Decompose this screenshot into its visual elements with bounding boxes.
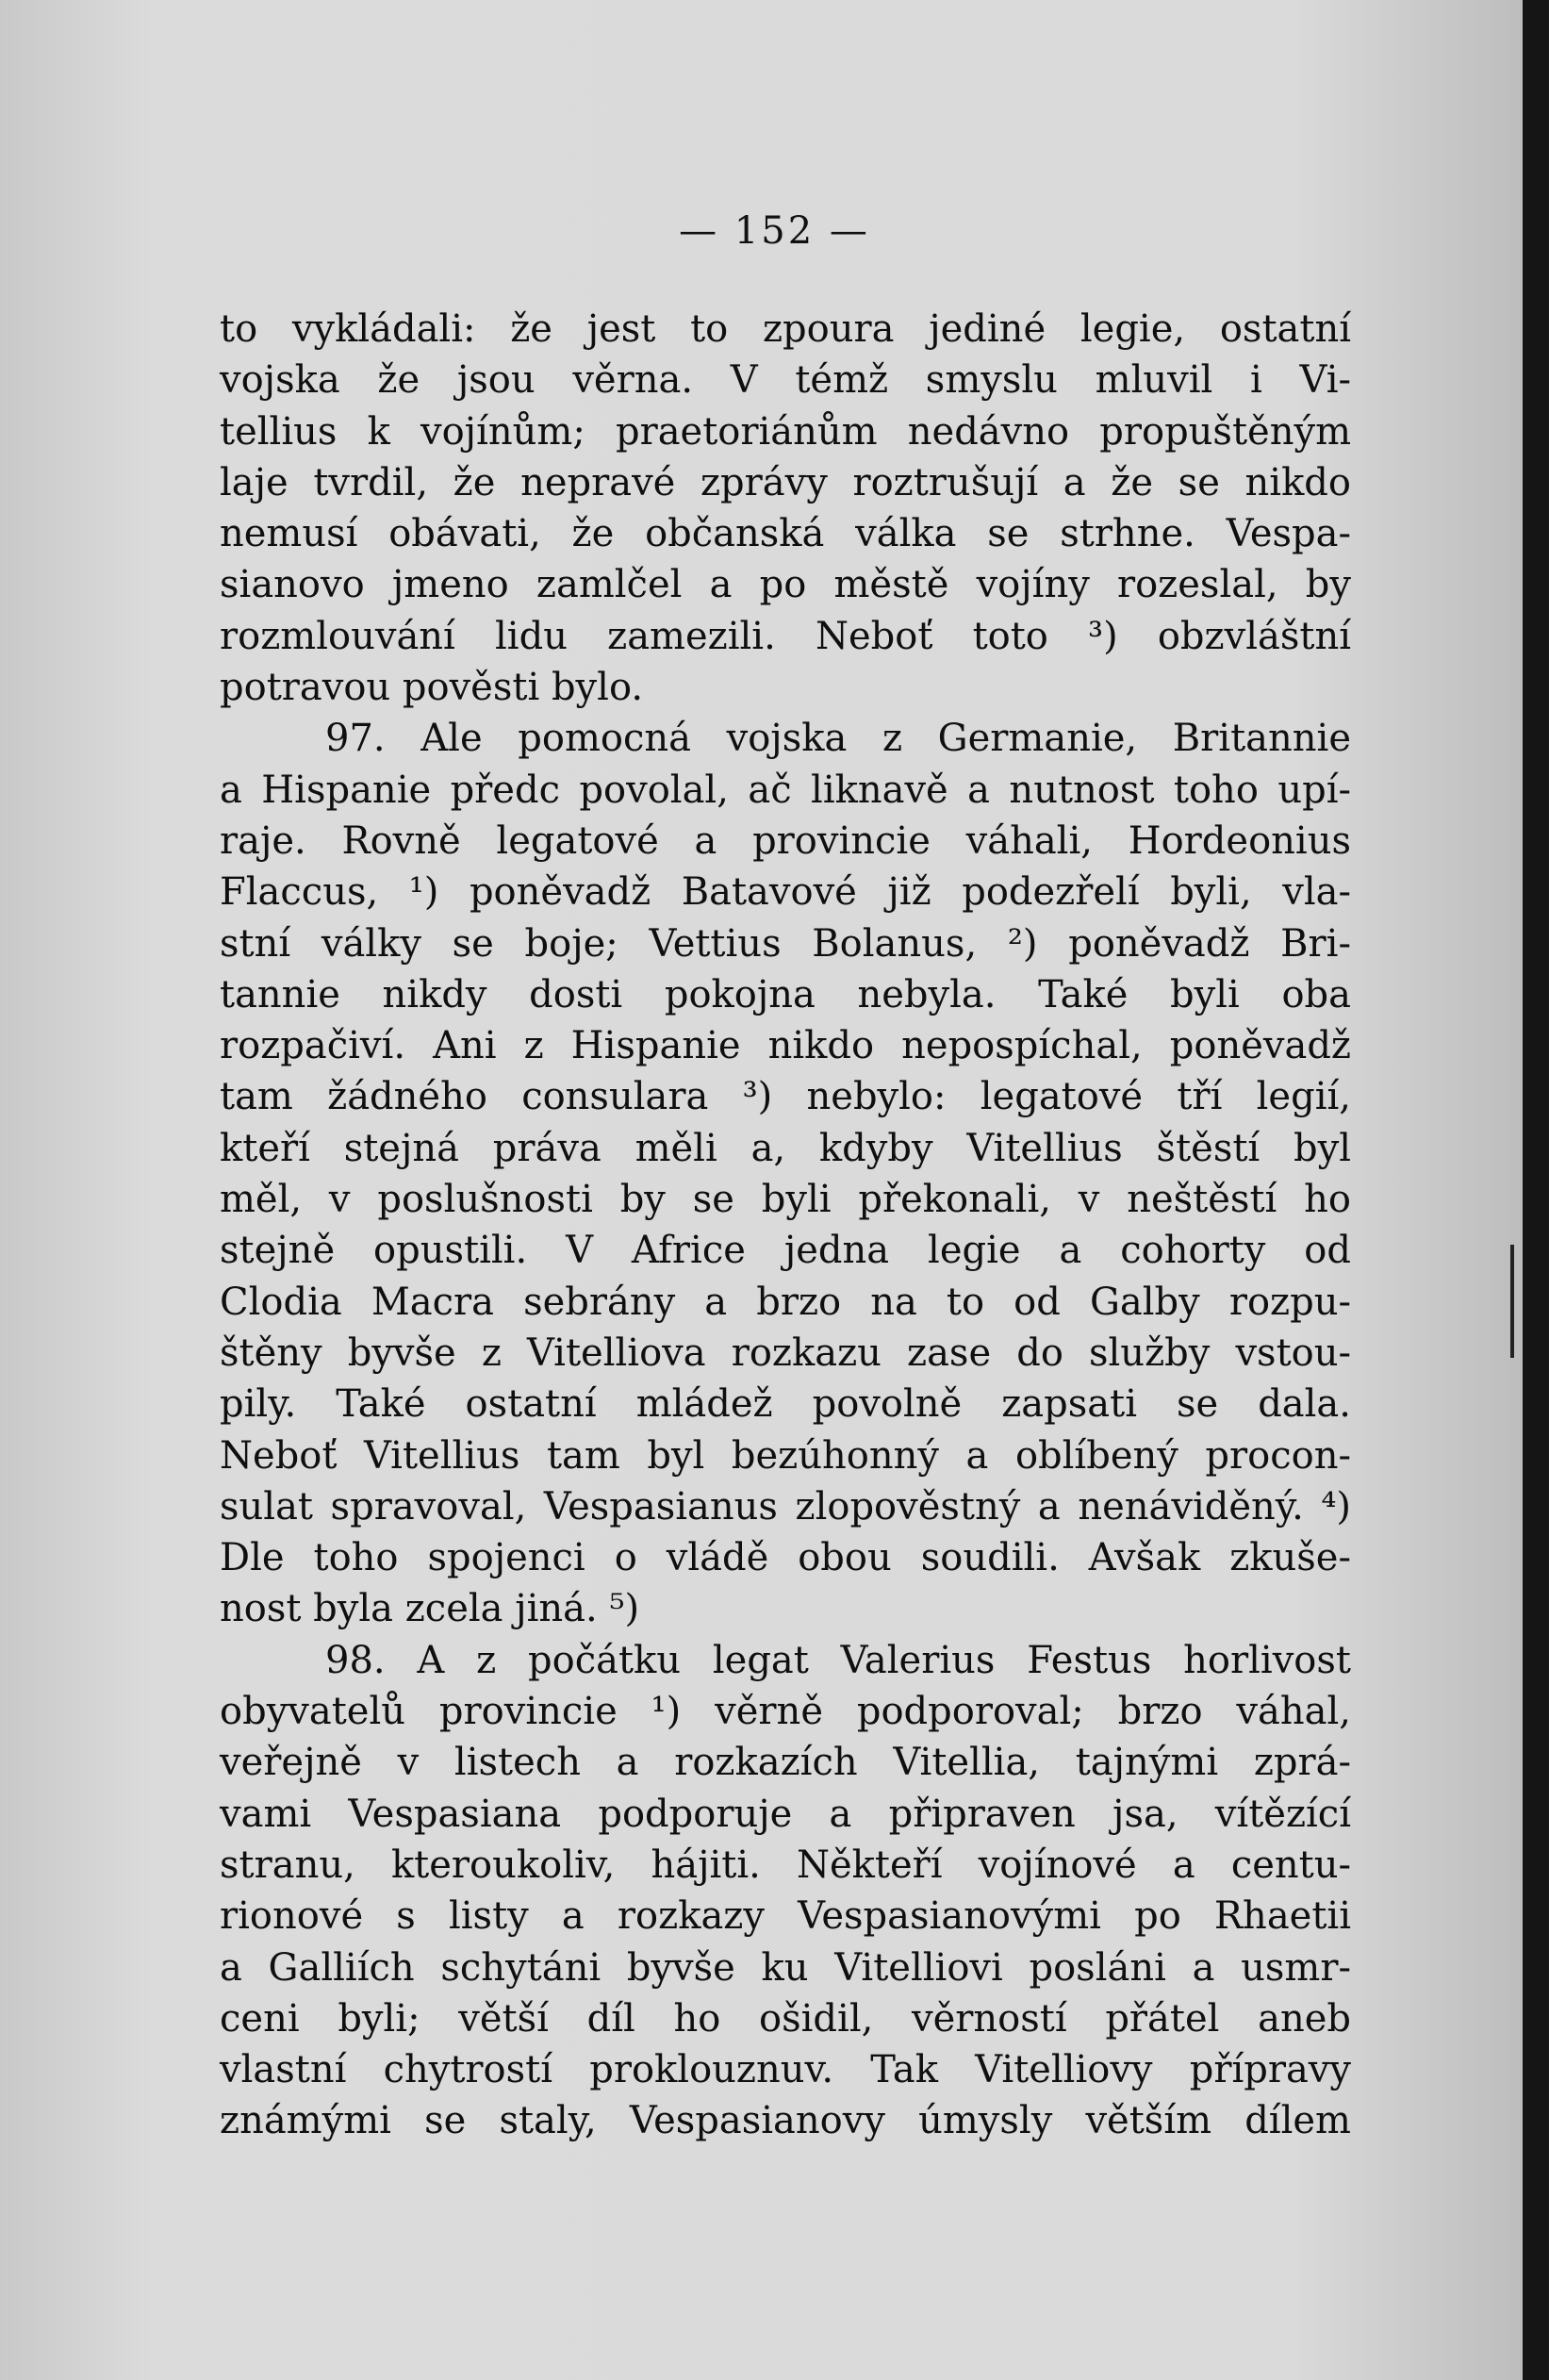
- text-line: a Galliích schytáni byvše ku Vitelliovi posláni a usmr-: [220, 1945, 1351, 1990]
- text-line: a Hispanie předc povolal, ač liknavě a nutnost toho upí-: [220, 768, 1351, 812]
- text-line: měl, v poslušnosti by se byli překonali, v neštěstí ho: [220, 1178, 1351, 1222]
- text-line: pily. Také ostatní mládež povolně zapsati se dala.: [220, 1382, 1351, 1427]
- text-line: Flaccus, ¹) poněvadž Batavové již podezřelí byli, vla-: [220, 870, 1351, 915]
- text-line: vojska že jsou věrna. V témž smyslu mluvil i Vi-: [220, 358, 1351, 403]
- text-line: veřejně v listech a rozkazích Vitellia, tajnými zprá-: [220, 1741, 1351, 1785]
- text-line: známými se staly, Vespasianovy úmysly větším dílem: [220, 2099, 1351, 2143]
- text-line: kteří stejná práva měli a, kdyby Vitellius štěstí byl: [220, 1126, 1351, 1170]
- text-line: rozmlouvání lidu zamezili. Neboť toto ³) obzvláštní: [220, 614, 1351, 658]
- text-line: nost byla zcela jiná. ⁵): [220, 1587, 640, 1631]
- text-line: Dle toho spojenci o vládě obou soudili. Avšak zkuše-: [220, 1536, 1351, 1580]
- text-line: ceni byli; větší díl ho ošidil, věrností přátel aneb: [220, 1996, 1351, 2041]
- text-line: Neboť Vitellius tam byl bezúhonný a oblíbený procon-: [220, 1433, 1351, 1478]
- scan-gutter: [1523, 0, 1549, 2380]
- text-line: Clodia Macra sebrány a brzo na to od Galby rozpu-: [220, 1280, 1351, 1324]
- text-line: raje. Rovně legatové a provincie váhali, Hordeonius: [220, 818, 1351, 863]
- text-line: rionové s listy a rozkazy Vespasianovými po Rhaetii: [220, 1894, 1351, 1939]
- page-number: — 152 —: [679, 209, 870, 253]
- text-line: vlastní chytrostí proklouznuv. Tak Vitelliovy přípravy: [220, 2048, 1351, 2092]
- text-line: tam žádného consulara ³) nebylo: legatové tří legií,: [220, 1075, 1351, 1119]
- text-line: stranu, kteroukoliv, hájiti. Někteří vojínové a centu-: [220, 1843, 1351, 1887]
- text-line: stejně opustili. V Africe jedna legie a cohorty od: [220, 1229, 1351, 1273]
- text-line: sulat spravoval, Vespasianus zlopověstný a nenáviděný. ⁴): [220, 1484, 1351, 1529]
- text-line: štěny byvše z Vitelliova rozkazu zase do služby vstou-: [220, 1330, 1351, 1375]
- text-line: vami Vespasiana podporuje a připraven jsa, vítězící: [220, 1792, 1351, 1836]
- text-line: tannie nikdy dosti pokojna nebyla. Také byli oba: [220, 972, 1351, 1016]
- body-text: [220, 304, 1351, 2147]
- text-line: stní války se boje; Vettius Bolanus, ²) poněvadž Bri-: [220, 921, 1351, 966]
- text-line: nemusí obávati, že občanská válka se strhne. Vespa-: [220, 512, 1351, 556]
- text-line: to vykládali: že jest to zpoura jediné legie, ostatní: [220, 307, 1351, 351]
- binding-mark: [1510, 1245, 1514, 1358]
- text-line: rozpačiví. Ani z Hispanie nikdo nepospíchal, poněvadž: [220, 1024, 1351, 1068]
- text-line: obyvatelů provincie ¹) věrně podporoval; brzo váhal,: [220, 1690, 1351, 1734]
- text-line: 98. A z počátku legat Valerius Festus horlivost: [325, 1638, 1351, 1682]
- text-line: potravou pověsti bylo.: [220, 666, 644, 710]
- text-line: sianovo jmeno zamlčel a po městě vojíny rozeslal, by: [220, 563, 1351, 607]
- text-line: laje tvrdil, že nepravé zprávy roztrušují a že se nikdo: [220, 460, 1351, 504]
- text-line: tellius k vojínům; praetoriánům nedávno propuštěným: [220, 409, 1351, 454]
- text-line: 97. Ale pomocná vojska z Germanie, Britannie: [325, 717, 1351, 761]
